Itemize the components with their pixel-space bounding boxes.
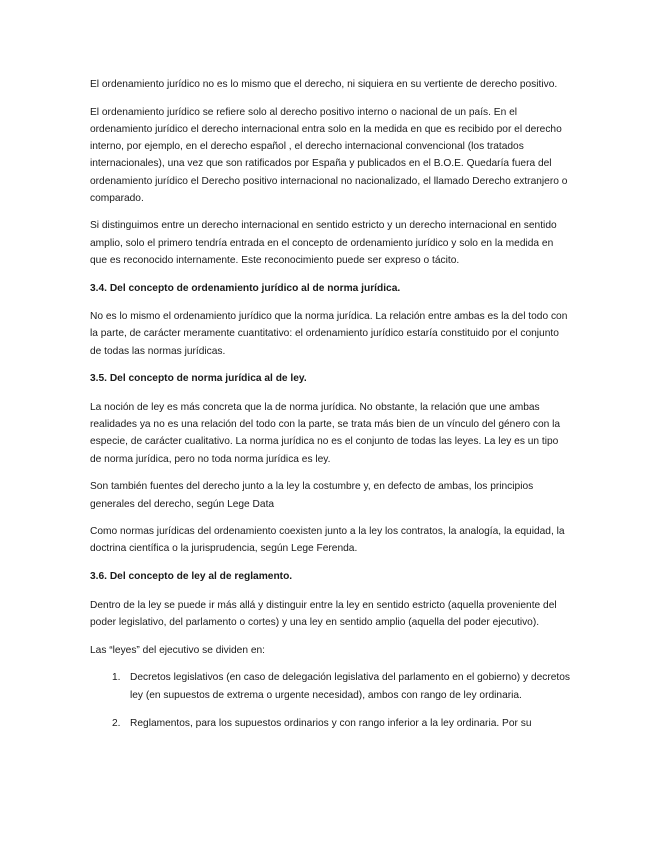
list-item-text: Decretos legislativos (en caso de delegación legislativa del parlamento en el gobierno) y decretos ley (en supuestos de extrema o urgente necesidad), ambos con rango de ley ordinaria. [130, 672, 571, 701]
paragraph: Si distinguimos entre un derecho internacional en sentido estricto y un derecho internacional en sentido amplio, solo el primero tendría entrada en el concepto de ordenamiento jurídico y solo en la medida en que es reconocido internamente. Este reconocimiento puede ser expreso o tácito. [90, 220, 557, 266]
paragraph: Dentro de la ley se puede ir más allá y distinguir entre la ley en sentido estricto (aquella proveniente del poder legislativo, del parlamento o cortes) y una ley en sentido amplio (aquella del poder ejecutivo). [90, 599, 557, 629]
section-heading-3-6: 3.6. Del concepto de ley al de reglamento. [90, 571, 293, 583]
list-item-text: Reglamentos, para los supuestos ordinarios y con rango inferior a la ley ordinaria. Por su [130, 717, 532, 729]
section-heading-3-5: 3.5. Del concepto de norma jurídica al de ley. [90, 373, 307, 385]
document-page [90, 76, 570, 743]
list-item [90, 669, 570, 703]
section-heading-3-4: 3.4. Del concepto de ordenamiento jurídico al de norma jurídica. [90, 282, 401, 294]
paragraph: El ordenamiento jurídico se refiere solo al derecho positivo interno o nacional de un país. En el ordenamiento jurídico el derecho internacional entra solo en la medida en que es recibido por el derecho interno, por ejemplo, en el derecho español , el derecho internacional convencional (los tratados internacionales), una vez que son ratificados por España y publicados en el B.O.E. Quedaría fuera del ordenamiento jurídico el Derecho positivo internacional no nacionalizado, el llamado Derecho extranjero o comparado. [90, 106, 568, 204]
paragraph: Las “leyes” del ejecutivo se dividen en: [90, 644, 265, 656]
list-item-number: 2. [112, 717, 121, 729]
list-item [90, 715, 570, 732]
paragraph: Como normas jurídicas del ordenamiento coexisten junto a la ley los contratos, la analogía, la equidad, la doctrina científica o la jurisprudencia, según Lege Ferenda. [90, 526, 565, 555]
paragraph: No es lo mismo el ordenamiento jurídico que la norma jurídica. La relación entre ambas es la del todo con la parte, de carácter meramente cuantitativo: el ordenamiento jurídico estaría constituido por el conjunto de todas las normas jurídicas. [90, 311, 568, 357]
paragraph: El ordenamiento jurídico no es lo mismo que el derecho, ni siquiera en su vertiente de derecho positivo. [90, 79, 558, 90]
list-item-number: 1. [112, 672, 121, 684]
paragraph: La noción de ley es más concreta que la de norma jurídica. No obstante, la relación que une ambas realidades ya no es una relación del todo con la parte, se trata más bien de un vínculo del género con la especie, de carácter cualitativo. La norma jurídica no es el conjunto de todas las leyes. La ley es un tipo de norma jurídica, pero no toda norma jurídica es ley. [90, 402, 561, 465]
paragraph: Son también fuentes del derecho junto a la ley la costumbre y, en defecto de ambas, los principios generales del derecho, según Lege Data [90, 481, 534, 510]
numbered-list [90, 669, 570, 732]
